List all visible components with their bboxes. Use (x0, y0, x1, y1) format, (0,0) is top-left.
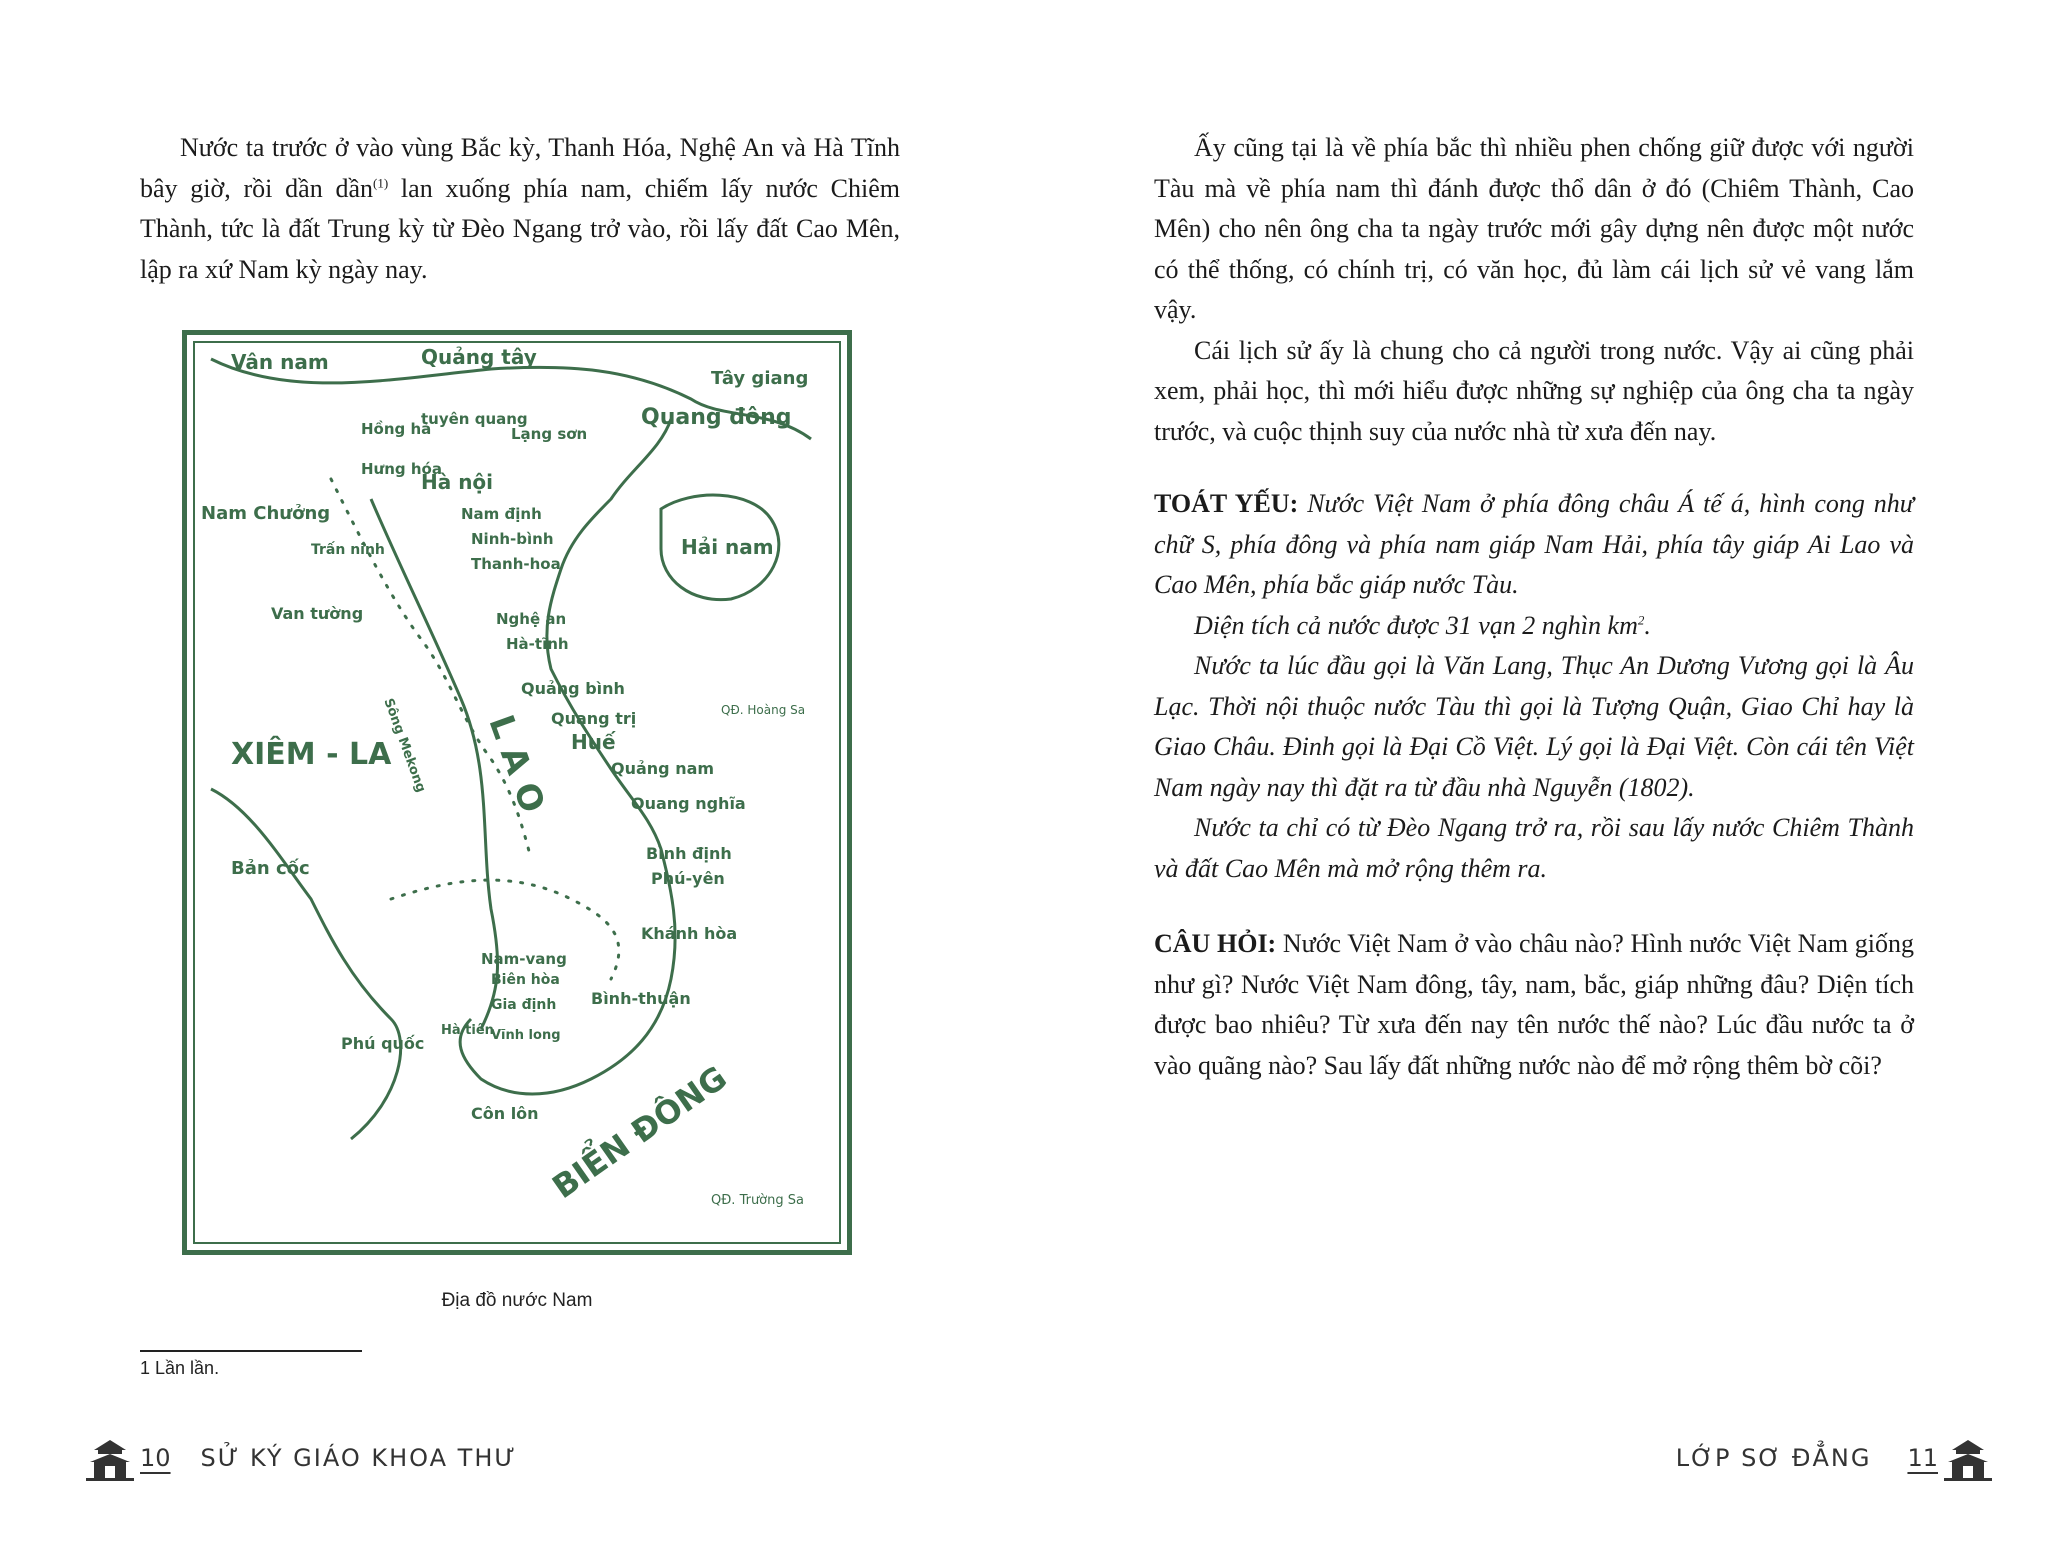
map-label-ha-noi: Hà nội (421, 470, 494, 494)
running-title-right: LỚP SƠ ĐẲNG (1675, 1444, 1872, 1472)
map-label-nam-dinh: Nam định (461, 505, 542, 523)
map-label-hung-hoa: Hưng hóa (361, 460, 442, 478)
map-label-ban-coc: Bản cốc (231, 858, 310, 879)
area-text: Diện tích cả nước được 31 vạn 2 nghìn km (1194, 610, 1638, 640)
running-title-left: SỬ KÝ GIÁO KHOA THƯ (200, 1444, 517, 1472)
map-label-con-lon: Côn lôn (471, 1104, 539, 1123)
map-label-phu-quoc: Phú quốc (341, 1034, 425, 1053)
question-text: Nước Việt Nam ở vào châu nào? Hình nước Việt Nam giống như gì? Nước Việt Nam đông, tây, nam, bắc, giáp những đâu? Diện tích được bao nhiêu? Từ xưa đến nay tên nước thế nào? Lúc đầu nước ta ở vào quãng nào? Sau lấy đất những nước nào để mở rộng thêm bờ cõi? (1154, 929, 1914, 1080)
map-label-van-nam: Vân nam (231, 350, 329, 374)
intro-paragraph-part2: lan xuống phía nam, chiếm lấy nước Chiêm Thành, tức là đất Trung kỳ từ Đèo Ngang trở vào, rồi lấy đất Cao Mên, lập ra xứ Nam kỳ ngày nay. (140, 173, 900, 284)
map-label-gia-dinh: Gia định (491, 997, 557, 1013)
summary-paragraph (1154, 484, 1914, 606)
map-label-binh-thuan: Bình-thuận (591, 989, 691, 1008)
map-label-hong-ha: Hồng hà (361, 420, 432, 438)
map-drawing (191, 339, 843, 1246)
map-label-bien-hoa: Biên hòa (491, 972, 560, 988)
right-footer (1676, 1436, 1994, 1480)
map-label-binh-dinh: Bình định (646, 844, 732, 863)
map-label-hue: Huế (571, 730, 616, 754)
map-label-tran-ninh: Trấn ninh (311, 542, 385, 558)
citadel-gate-icon (84, 1432, 136, 1484)
map-label-ha-tien: Hà tiên (441, 1023, 494, 1038)
summary-text: Nước Việt Nam ở phía đông châu Á tế á, hình cong như chữ S, phía đông và phía nam giáp Nam Hải, phía tây giáp Ai Lao và Cao Mên, phía bắc giáp nước Tàu. (1154, 489, 1914, 599)
paragraph-2: Cái lịch sử ấy là chung cho cả người trong nước. Vậy ai cũng phải xem, phải học, thì mới hiểu được những sự nghiệp của ông cha ta ngày trước, và cuộc thịnh suy của nước nhà từ xưa đến nay. (1154, 335, 1914, 446)
map-label-tuyen-quang: tuyên quang (421, 410, 528, 428)
map-label-song-mekong: Sông Mekong (380, 696, 429, 795)
summary-section (1154, 484, 1914, 889)
siam-coast (211, 789, 401, 1139)
expansion-paragraph: Nước ta chỉ có từ Đèo Ngang trở ra, rồi sau lấy nước Chiêm Thành và đất Cao Mên mà mở rộng thêm ra. (1154, 813, 1914, 883)
footnote-rule (140, 1350, 362, 1352)
intro-paragraph-part1: Nước ta trước ở vào vùng Bắc kỳ, Thanh Hóa, Nghệ An và Hà Tĩnh bây giờ, rồi dần dần (140, 133, 900, 203)
map-label-quang-nghia: Quang nghĩa (631, 794, 746, 813)
right-page (1024, 0, 2048, 1543)
map-label-tay-giang: Tây giang (711, 368, 809, 389)
page-number-right: 11 (1907, 1444, 1938, 1472)
map-label-hai-nam: Hải nam (681, 535, 774, 559)
map-label-nam-vang: Nam-vang (481, 950, 567, 968)
map-label-phu-yen: Phú-yên (651, 869, 725, 888)
map-label-lao: L A O (480, 709, 553, 819)
paragraph-1: Ấy cũng tại là về phía bắc thì nhiều phen chống giữ được với người Tàu mà về phía nam thì đánh được thổ dân ở đó (Chiêm Thành, Cao Mên) cho nên ông cha ta ngày trước mới gây dựng nên được một nước có thể thống, có chính trị, có văn học, đủ làm cái lịch sử vẻ vang lắm vậy. (1154, 133, 1914, 324)
area-superscript: 2 (1637, 611, 1645, 627)
map-label-bien-dong: BIỂN ĐÔNG (545, 1058, 734, 1207)
map-label-nghe-an: Nghệ an (496, 610, 567, 628)
map-label-quang-dong: Quang đông (641, 405, 792, 430)
map-label-khanh-hoa: Khánh hòa (641, 924, 738, 943)
intro-text (140, 128, 900, 290)
summary-label: TOÁT YẾU: (1154, 489, 1299, 518)
questions-section (1154, 924, 1914, 1086)
citadel-gate-icon (1942, 1432, 1994, 1484)
map-label-truong-sa: QĐ. Trường Sa (711, 1193, 804, 1208)
map-of-vietnam (182, 330, 852, 1255)
map-label-quang-binh: Quảng bình (521, 679, 625, 698)
continuation-text (1154, 128, 1914, 452)
map-label-quang-tri: Quang trị (551, 709, 637, 728)
map-label-vinh-long: Vĩnh long (491, 1028, 561, 1043)
questions-paragraph (1154, 924, 1914, 1086)
footnote: 1 Lần lần. (140, 1358, 220, 1378)
left-footer (84, 1436, 517, 1480)
area-end: . (1644, 610, 1651, 640)
map-label-quang-nam: Quảng nam (611, 759, 715, 778)
page-number-left: 10 (140, 1444, 171, 1472)
question-label: CÂU HỎI: (1154, 929, 1277, 958)
map-label-thanh-hoa: Thanh-hoa (471, 555, 561, 573)
footnote-ref[interactable]: (1) (373, 174, 389, 190)
map-caption: Địa đồ nước Nam (441, 1290, 593, 1311)
area-paragraph (1154, 606, 1914, 647)
map-label-ha-tinh: Hà-tĩnh (506, 635, 569, 653)
map-label-quang-tay: Quảng tây (421, 345, 537, 369)
map-label-xiem-la: XIÊM - LA (231, 737, 392, 772)
map-label-hoang-sa: QĐ. Hoàng Sa (721, 703, 806, 717)
names-paragraph: Nước ta lúc đầu gọi là Văn Lang, Thục An Dương Vương gọi là Âu Lạc. Thời nội thuộc nước Tàu thì gọi là Tượng Quận, Giao Chỉ hay là Giao Châu. Đinh gọi là Đại Cồ Việt. Lý gọi là Đại Việt. Còn cái tên Việt Nam ngày nay thì đặt ra từ đầu nhà Nguyễn (1802). (1154, 651, 1914, 802)
map-label-lang-son: Lạng sơn (511, 425, 588, 443)
map-label-nam-chuong: Nam Chưởng (201, 503, 331, 524)
map-label-ninh-binh: Ninh-bình (471, 530, 554, 548)
map-label-van-tuong: Van tường (271, 604, 364, 623)
intro-paragraph (140, 128, 900, 290)
